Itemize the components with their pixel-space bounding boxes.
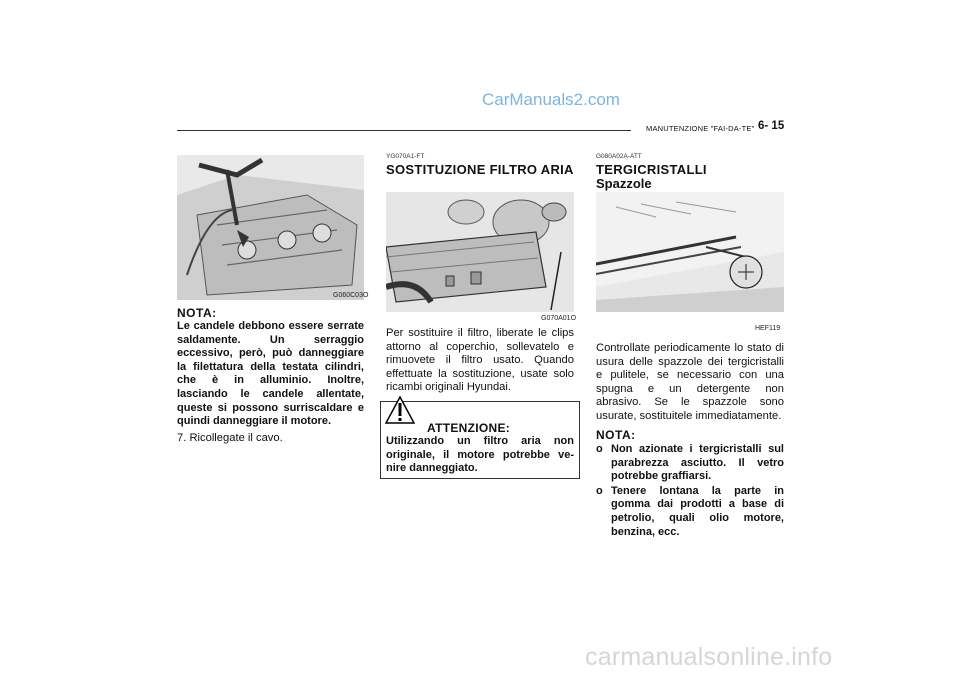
warning-triangle-icon	[385, 396, 415, 424]
body-text: Controllate periodicamente lo stato di usura delle spazzole dei tergicristalli e pulitele, se necessario con una spugna e un detergente non abrasivo. Se le spazzole sono usurate, sostituitele immediatamente.	[596, 342, 784, 422]
nota-heading: NOTA:	[177, 306, 217, 320]
image-code: G060C03O	[333, 292, 369, 299]
nota-text: Le candele debbono essere serrate saldamente. Un serraggio eccessivo, però, può danneggiare la filettatura della testata cilindri, che è in alluminio. Inoltre, lasciando le candele allentate, queste si possono surriscaldare e quindi danneggiare il motore.	[177, 320, 364, 428]
section-code: G080A02A-ATT	[596, 153, 642, 160]
body-text: Per sostituire il filtro, liberate le clips attorno al coperchio, sollevatelo e rimuovete il filtro usato. Quando effettuate la sostituzione, usate solo ricambi originali Hyundai.	[386, 327, 574, 394]
step-text: 7. Ricollegate il cavo.	[177, 432, 283, 444]
watermark-bottom[interactable]: carmanualsonline.info	[585, 643, 833, 671]
warning-title: ATTENZIONE:	[427, 421, 511, 435]
section-code: YG070A1-FT	[386, 153, 425, 160]
list-item: o Tenere lontana la parte in gomma dai prodotti a base di petrolio, quali olio motore, benzina, ecc.	[596, 484, 784, 538]
nota-bullet-list	[596, 443, 784, 540]
section-title: SOSTITUZIONE FILTRO ARIA	[386, 162, 574, 177]
list-item: o Non azionate i tergicristalli sul parabrezza asciutto. Il vetro potrebbe graffiarsi.	[596, 443, 784, 483]
wiper-illustration	[596, 192, 784, 312]
section-subtitle: Spazzole	[596, 176, 652, 191]
image-code: G070A01O	[541, 315, 577, 322]
section-header: MANUTENZIONE "FAI-DA-TE"	[646, 124, 755, 133]
section-title: TERGICRISTALLI	[596, 162, 707, 177]
warning-text: Utilizzando un filtro aria non originale, il motore potrebbe ve- nire danneggiato.	[386, 435, 574, 474]
image-code: HEF119	[755, 325, 781, 332]
nota-heading: NOTA:	[596, 428, 636, 442]
air-filter-illustration	[386, 192, 574, 312]
watermark-top[interactable]: CarManuals2.com	[482, 90, 620, 109]
page-number: 6- 15	[758, 120, 785, 132]
engine-spark-plug-illustration	[177, 155, 364, 300]
header-rule	[177, 130, 631, 131]
